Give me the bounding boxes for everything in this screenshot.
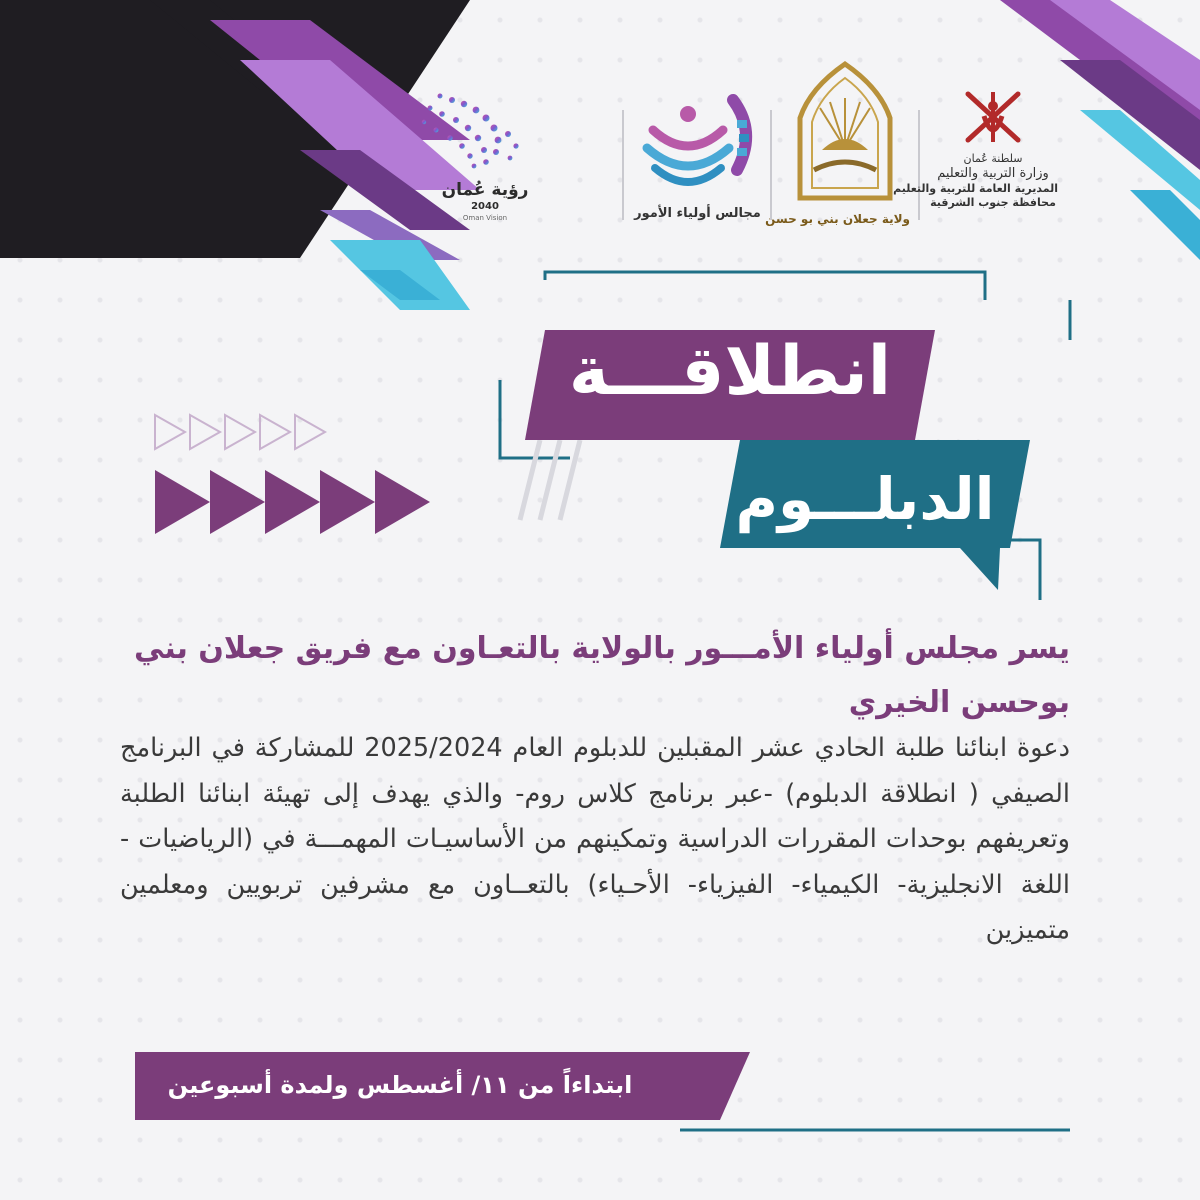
title-line-1: انطلاقـــة <box>568 332 892 411</box>
council-wilayat-label: ولاية جعلان بني بو حسن <box>765 212 910 226</box>
parents-councils-logo <box>630 92 765 222</box>
ministry-logo <box>893 86 1058 226</box>
vision-label: رؤية عُمان <box>441 180 529 200</box>
vision-swirl-icon <box>400 86 570 176</box>
logo-separator <box>622 110 624 220</box>
council-emblem-icon <box>780 58 910 208</box>
ministry-line4: محافظة جنوب الشرقية <box>930 195 1056 209</box>
parents-councils-label: مجالس أولياء الأمور <box>634 206 761 221</box>
oman-emblem-icon <box>958 86 1028 148</box>
vision-year: 2040 <box>471 201 499 213</box>
vision-sub: Oman Vision <box>462 213 508 222</box>
footer-date-text: ابتداءاً من ١١/ أغسطس ولمدة أسبوعين <box>167 1071 633 1099</box>
headline: يسر مجلس أولياء الأمـــور بالولاية بالتعـاون مع فريق جعلان بني بوحسن الخيري <box>133 631 1070 720</box>
body-text: دعوة ابنائنا طلبة الحادي عشر المقبلين للدبلوم العام 2025/2024 للمشاركة في البرنامج الصيفي ( انطلاقة الدبلوم) -عبر برنامج كلاس روم- والذي يهدف إلى تهيئة ابنائنا الطلبة وتعريفهم بوحدات المقررات الدراسية وتمكينهم من الأساسيـات المهمـــة في (الرياضيات - اللغة الانجليزية- الكيمياء- الفيزياء- الأحـياء) بالتعــاون مع مشرفين تربويين ومعلمين متميزين <box>120 733 1071 945</box>
logo-separator <box>770 110 772 220</box>
ministry-line2: وزارة التربية والتعليم <box>937 165 1049 181</box>
title-line-2: الدبلـــوم <box>735 465 995 533</box>
logo-separator <box>918 110 920 220</box>
council-wilayat-logo <box>765 58 910 228</box>
ministry-line3: المديرية العامة للتربية والتعليم <box>893 182 1058 195</box>
parents-councils-icon <box>633 92 763 202</box>
oman-vision-logo <box>400 86 570 222</box>
ministry-line1: سلطنة عُمان <box>963 152 1023 165</box>
